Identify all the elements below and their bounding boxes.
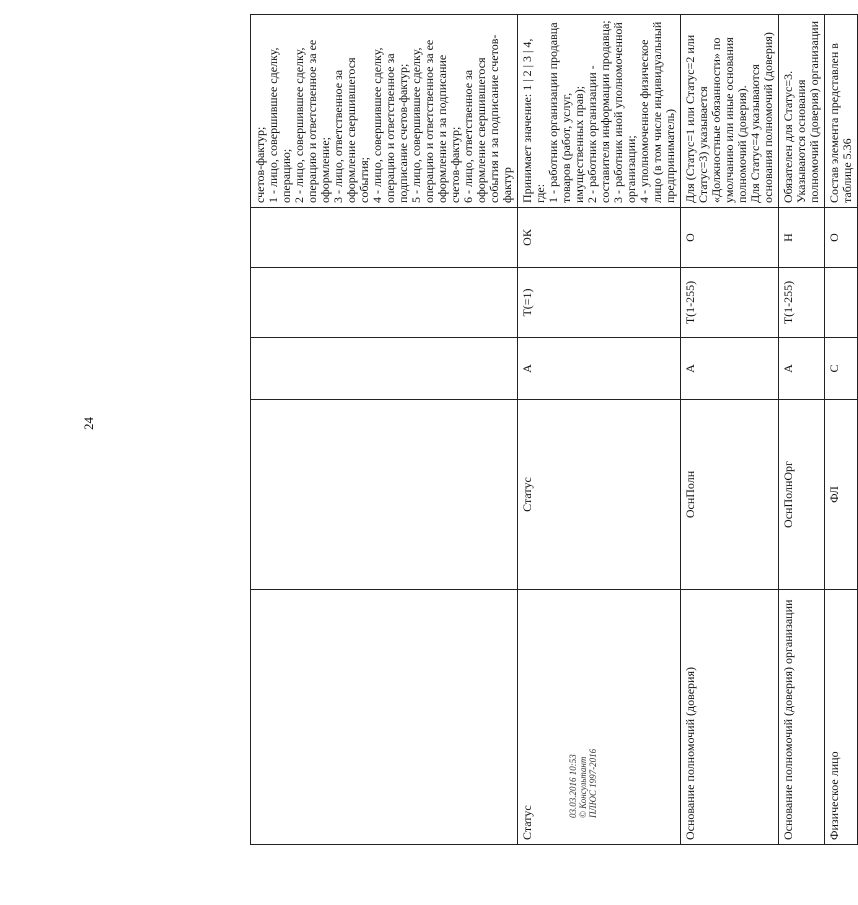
cell-name: Основание полномочий (доверия) организации bbox=[779, 590, 825, 845]
table-row bbox=[251, 15, 518, 845]
cell-required bbox=[251, 208, 518, 268]
table-row bbox=[825, 15, 858, 845]
table-row bbox=[518, 15, 681, 845]
footnote-line-1: 03.03.2016 10:53 bbox=[568, 754, 578, 818]
cell-type: А bbox=[518, 338, 681, 400]
footnote-line-2: © Консультант ПЛЮС 1997-2016 bbox=[578, 748, 598, 818]
cell-type: С bbox=[825, 338, 858, 400]
cell-name bbox=[251, 590, 518, 845]
cell-format: Т(1-255) bbox=[681, 268, 779, 338]
cell-desc: Принимает значение: 1 | 2 | 3 | 4, где: 1 - работник организации продавца товаров (работ, услуг, имущественных прав); 2 - работник организации - составителя информации продавца; 3 - работник иной уполномоченной организации; 4 - уполномоченное физическое лицо (в том числе индивидуальный предприниматель) bbox=[518, 15, 681, 208]
cell-type: А bbox=[779, 338, 825, 400]
document-table bbox=[250, 14, 858, 845]
page-number: 24 bbox=[81, 417, 96, 430]
cell-name: Статус bbox=[518, 590, 681, 845]
cell-required: ОК bbox=[518, 208, 681, 268]
cell-format: Т(=1) bbox=[518, 268, 681, 338]
table-row bbox=[681, 15, 779, 845]
cell-format bbox=[825, 268, 858, 338]
cell-required: О bbox=[681, 208, 779, 268]
cell-format: Т(1-255) bbox=[779, 268, 825, 338]
cell-code: ФЛ bbox=[825, 400, 858, 590]
cell-code: Статус bbox=[518, 400, 681, 590]
cell-name: Основание полномочий (доверия) bbox=[681, 590, 779, 845]
cell-desc: Обязателен для Статус=3. Указываются основания полномочий (доверия) организации bbox=[779, 15, 825, 208]
cell-required: О bbox=[825, 208, 858, 268]
table-row bbox=[779, 15, 825, 845]
cell-desc: Для (Статус=1 или Статус=2 или Статус=3) указывается «Должностные обязанности» по умолчанию или иные основания полномочий (доверия). Для Статус=4 указываются основания полномочий (доверия) bbox=[681, 15, 779, 208]
footnote bbox=[568, 746, 598, 818]
cell-type: А bbox=[681, 338, 779, 400]
cell-type bbox=[251, 338, 518, 400]
cell-name: Физическое лицо bbox=[825, 590, 858, 845]
cell-required: Н bbox=[779, 208, 825, 268]
cell-desc: Состав элемента представлен в таблице 5.36 bbox=[825, 15, 858, 208]
cell-code: ОснПолн bbox=[681, 400, 779, 590]
cell-format bbox=[251, 268, 518, 338]
cell-desc: счетов-фактур; 1 - лицо, совершившее сделку, операцию; 2 - лицо, совершившее сделку, операцию и ответственное за ее оформление; 3 - лицо, ответственное за оформление свершившегося события; 4 - лицо, совершившее сделку, операцию и ответственное за подписание счетов-фактур; 5 - лицо, совершившее сделку, операцию и ответственное за ее оформление и за подписание счетов-фактур; 6 - лицо, ответственное за оформление свершившегося события и за подписание счетов-фактур bbox=[251, 15, 518, 208]
cell-code: ОснПолнОрг bbox=[779, 400, 825, 590]
cell-code bbox=[251, 400, 518, 590]
